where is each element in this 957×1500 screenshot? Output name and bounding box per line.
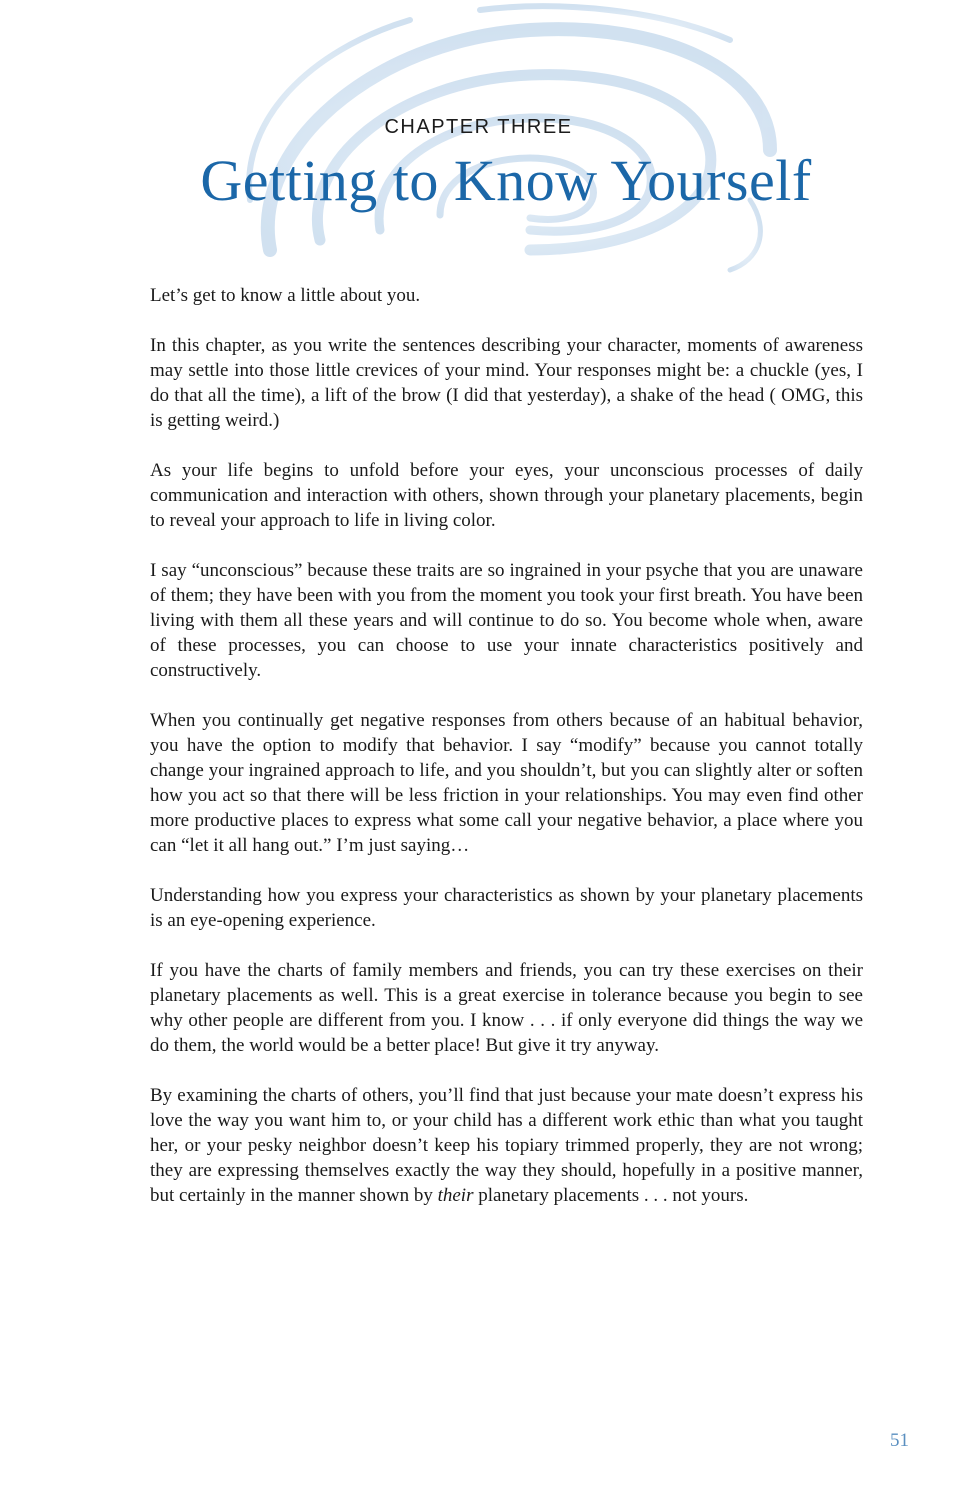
chapter-label: CHAPTER THREE (384, 116, 573, 138)
paragraph-8-emphasis: their (437, 1185, 474, 1206)
page-number: 51 (890, 1430, 909, 1451)
paragraph-3: As your life begins to unfold before your eyes, your unconscious processes of daily communication and interaction with others, shown through your planetary placements, begin to reveal your approach to life in living color. (150, 460, 863, 531)
paragraph-8-end: planetary placements . . . not yours. (473, 1185, 749, 1206)
paragraph-2: In this chapter, as you write the sentences describing your character, moments of awareness may settle into those little crevices of your mind. Your responses might be: a chuckle (yes, I do that all the time), a lift of the brow (I did that yesterday), a shake of the head ( OMG, this is getting weird.) (150, 335, 863, 431)
paragraph-1: Let’s get to know a little about you. (150, 285, 421, 306)
paragraph-8 (150, 1083, 863, 1208)
swirl-ornament-icon (230, 0, 790, 280)
paragraph-5: When you continually get negative responses from others because of an habitual behavior, you have the option to modify that behavior. I say “modify” because you cannot totally change your ingrained approach to life, and you shouldn’t, but you can slightly alter or soften how you act so that there will be less friction in your relationships. You may even find other more productive places to express what some call your negative behavior, a place where you can “let it all hang out.” I’m just saying… (150, 710, 863, 856)
chapter-title: Getting to Know Yourself (200, 148, 812, 213)
paragraph-4: I say “unconscious” because these traits are so ingrained in your psyche that you are unaware of them; they have been with you from the moment you took your first breath. You have been living with them all these years and will continue to do so. You become whole when, aware of these processes, you can choose to use your innate characteristics positively and constructively. (150, 560, 863, 681)
paragraph-8-start: By examining the charts of others, you’ll find that just because your mate doesn’t express his love the way you want him to, or your child has a different work ethic than what you taught her, or your pesky neighbor doesn’t keep his topiary trimmed properly, they are not wrong; they are expressing themselves exactly the way they should, hopefully in a positive manner, but certainly in the manner shown by (150, 1085, 863, 1206)
body-text (150, 283, 863, 1233)
paragraph-6: Understanding how you express your characteristics as shown by your planetary placements is an eye-opening experience. (150, 885, 863, 931)
paragraph-7: If you have the charts of family members and friends, you can try these exercises on their planetary placements as well. This is a great exercise in tolerance because you begin to see why other people are different from you. I know . . . if only everyone did things the way we do them, the world would be a better place! But give it try anyway. (150, 960, 863, 1056)
